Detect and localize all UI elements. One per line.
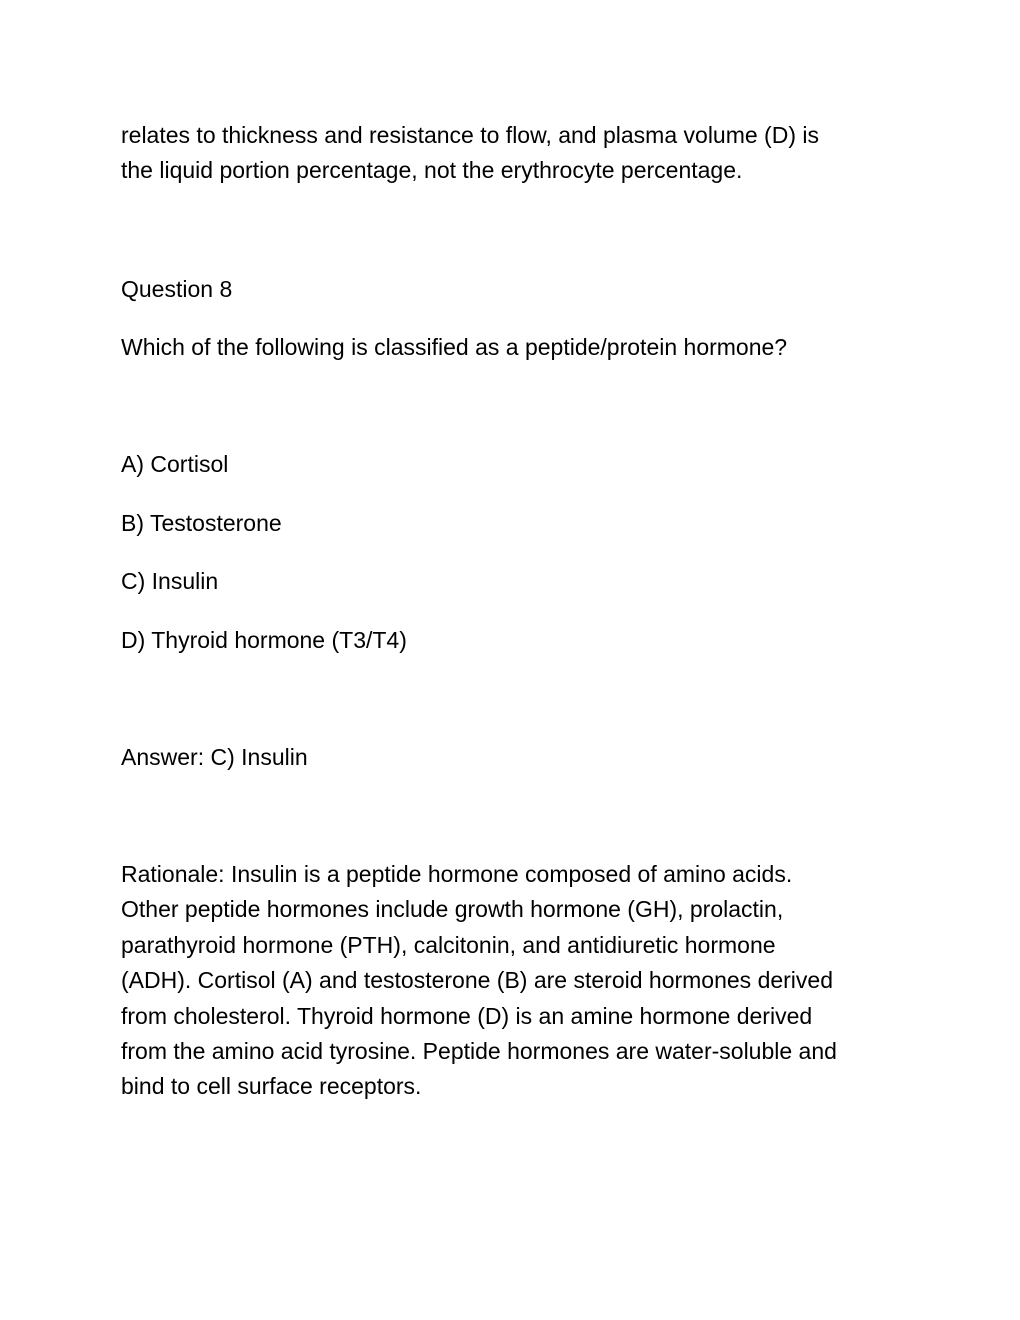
rationale-line: from the amino acid tyrosine. Peptide hormones are water-soluble and bbox=[121, 1038, 837, 1065]
answer-line: Answer: C) Insulin bbox=[121, 744, 308, 770]
continuation-line: the liquid portion percentage, not the erythrocyte percentage. bbox=[121, 157, 743, 184]
question-heading: Question 8 bbox=[121, 276, 233, 302]
option-a: A) Cortisol bbox=[121, 451, 229, 477]
question-prompt: Which of the following is classified as a peptide/protein hormone? bbox=[121, 334, 788, 360]
rationale-paragraph bbox=[121, 857, 911, 1105]
previous-rationale-continuation bbox=[121, 118, 911, 189]
option-b: B) Testosterone bbox=[121, 510, 282, 536]
option-c: C) Insulin bbox=[121, 568, 219, 594]
rationale-line: Other peptide hormones include growth hormone (GH), prolactin, bbox=[121, 896, 784, 923]
rationale-line: bind to cell surface receptors. bbox=[121, 1073, 422, 1100]
continuation-line: relates to thickness and resistance to flow, and plasma volume (D) is bbox=[121, 122, 819, 148]
option-d: D) Thyroid hormone (T3/T4) bbox=[121, 627, 407, 653]
rationale-line: Rationale: Insulin is a peptide hormone composed of amino acids. bbox=[121, 861, 793, 887]
rationale-line: (ADH). Cortisol (A) and testosterone (B) are steroid hormones derived bbox=[121, 967, 834, 994]
rationale-line: from cholesterol. Thyroid hormone (D) is an amine hormone derived bbox=[121, 1002, 813, 1029]
rationale-line: parathyroid hormone (PTH), calcitonin, and antidiuretic hormone bbox=[121, 931, 776, 958]
